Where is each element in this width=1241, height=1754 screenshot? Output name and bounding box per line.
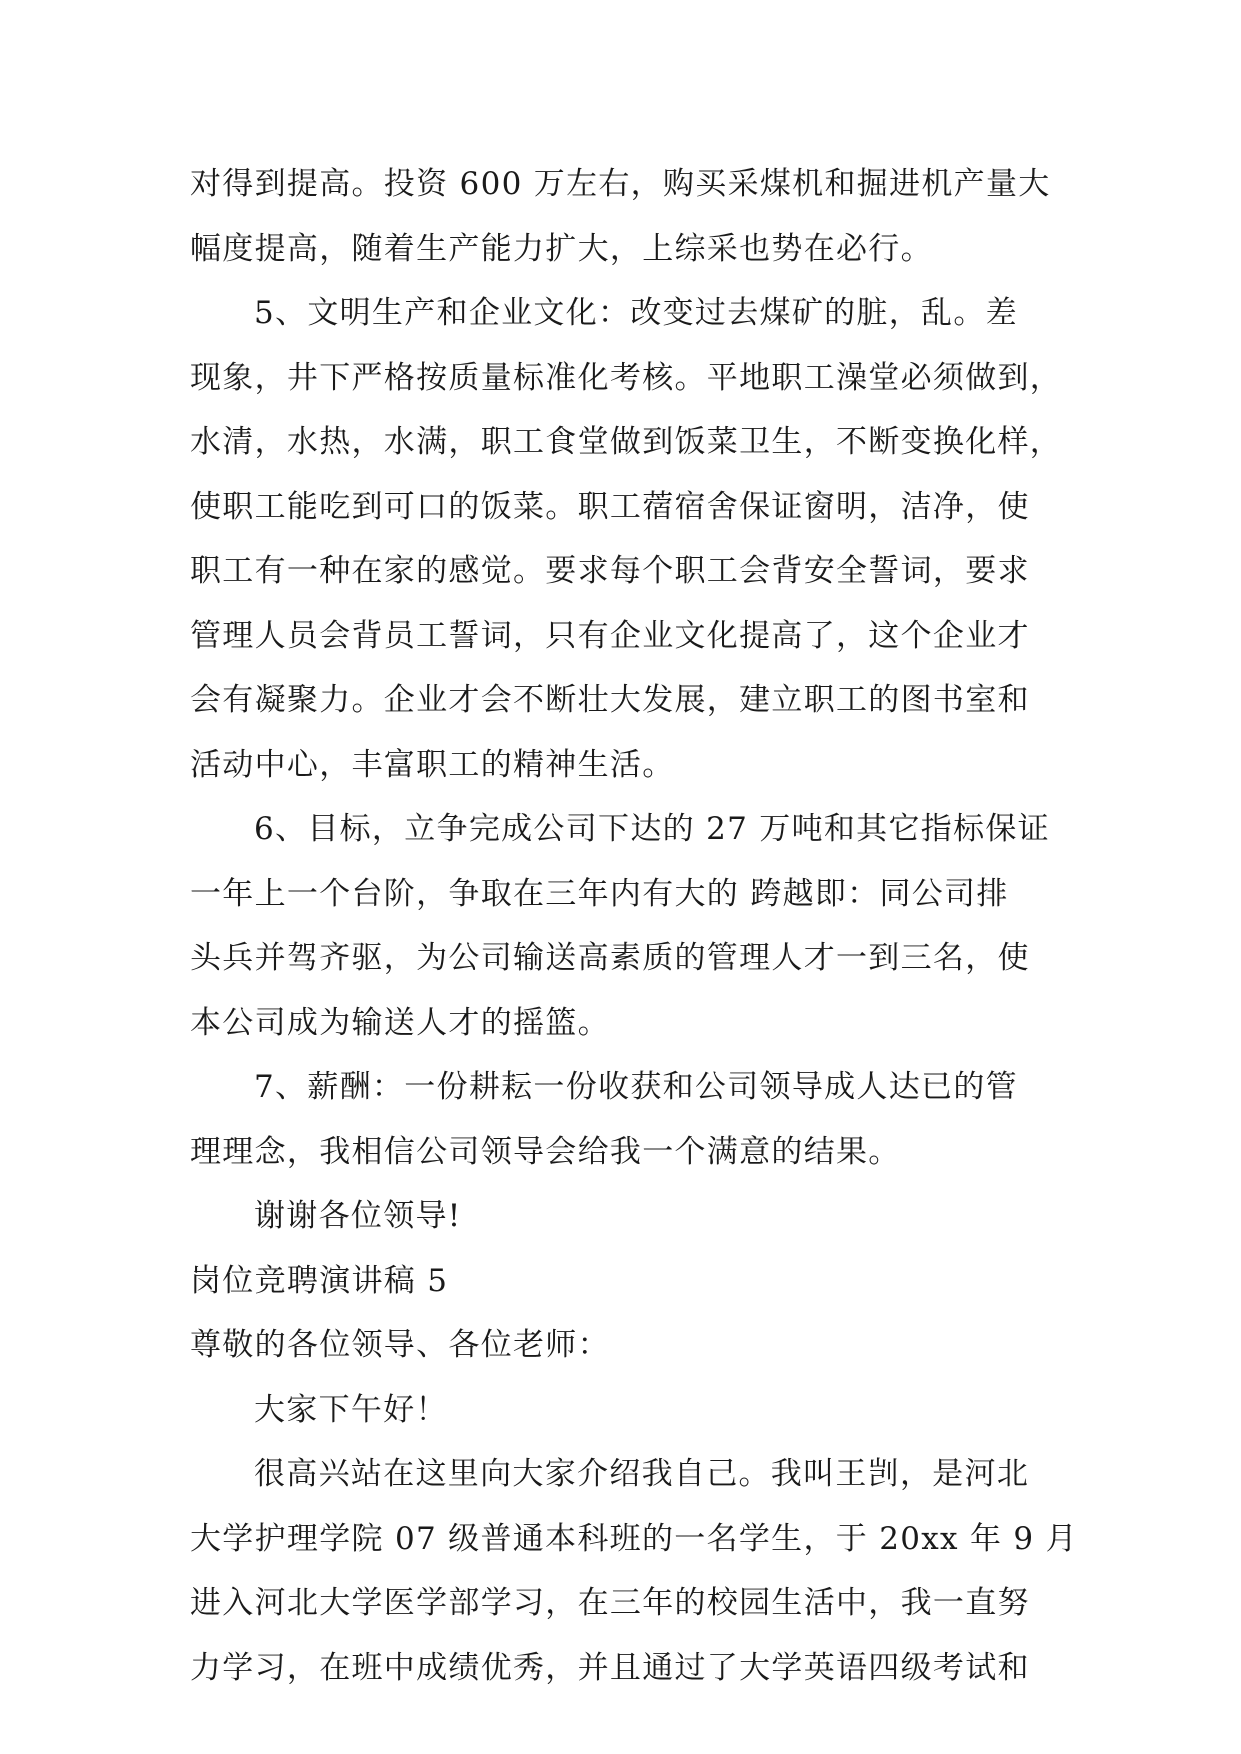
text-line: 6、目标，立争完成公司下达的 27 万吨和其它指标保证 — [254, 811, 1050, 847]
document-body — [190, 152, 1078, 1700]
text-line: 进入河北大学医学部学习，在三年的校园生活中，我一直努 — [190, 1585, 1030, 1621]
text-line: 幅度提高，随着生产能力扩大，上综采也势在必行。 — [190, 230, 933, 267]
text-line: 会有凝聚力。企业才会不断壮大发展，建立职工的图书室和 — [190, 682, 1030, 718]
text-line: 大学护理学院 07 级普通本科班的一名学生，于 20xx 年 9 月 — [190, 1520, 1078, 1557]
text-line: 尊敬的各位领导、各位老师： — [190, 1327, 610, 1363]
text-line: 一年上一个台阶，争取在三年内有大的 跨越即：同公司排 — [190, 875, 1009, 912]
text-line: 管理人员会背员工誓词，只有企业文化提高了，这个企业才 — [190, 617, 1030, 654]
closing-thanks — [190, 1184, 1050, 1249]
paragraph-1 — [190, 152, 1050, 281]
text-line: 对得到提高。投资 600 万左右，购买采煤机和掘进机产量大 — [190, 166, 1051, 202]
text-line: 岗位竞聘演讲稿 5 — [190, 1262, 449, 1299]
greeting — [190, 1378, 1050, 1443]
text-line: 谢谢各位领导! — [254, 1198, 462, 1234]
text-line: 现象，井下严格按质量标准化考核。平地职工澡堂必须做到， — [190, 359, 1063, 396]
text-line: 本公司成为输送人才的摇篮。 — [190, 1004, 610, 1041]
text-line: 头兵并驾齐驱，为公司输送高素质的管理人才一到三名，使 — [190, 940, 1030, 976]
section-title — [190, 1249, 1050, 1314]
text-line: 力学习，在班中成绩优秀，并且通过了大学英语四级考试和 — [190, 1649, 1030, 1686]
text-line: 很高兴站在这里向大家介绍我自己。我叫王剀，是河北 — [254, 1456, 1030, 1492]
text-line: 活动中心，丰富职工的精神生活。 — [190, 746, 675, 783]
paragraph-3 — [190, 797, 1050, 1055]
text-line: 职工有一种在家的感觉。要求每个职工会背安全誓词，要求 — [190, 553, 1030, 589]
text-line: 大家下午好！ — [254, 1391, 448, 1428]
text-line: 5、文明生产和企业文化：改变过去煤矿的脏，乱。差 — [254, 295, 1018, 331]
paragraph-4 — [190, 1055, 1050, 1184]
paragraph-2 — [190, 281, 1063, 797]
text-line: 理理念，我相信公司领导会给我一个满意的结果。 — [190, 1133, 901, 1170]
text-line: 水清，水热，水满，职工食堂做到饭菜卫生，不断变换化样， — [190, 424, 1063, 460]
salutation — [190, 1313, 1050, 1378]
text-line: 使职工能吃到可口的饭菜。职工蓿宿舍保证窗明，洁净，使 — [190, 488, 1030, 525]
text-line: 7、薪酬：一份耕耘一份收获和公司领导成人达已的管 — [254, 1069, 1018, 1105]
paragraph-intro — [190, 1442, 1078, 1700]
